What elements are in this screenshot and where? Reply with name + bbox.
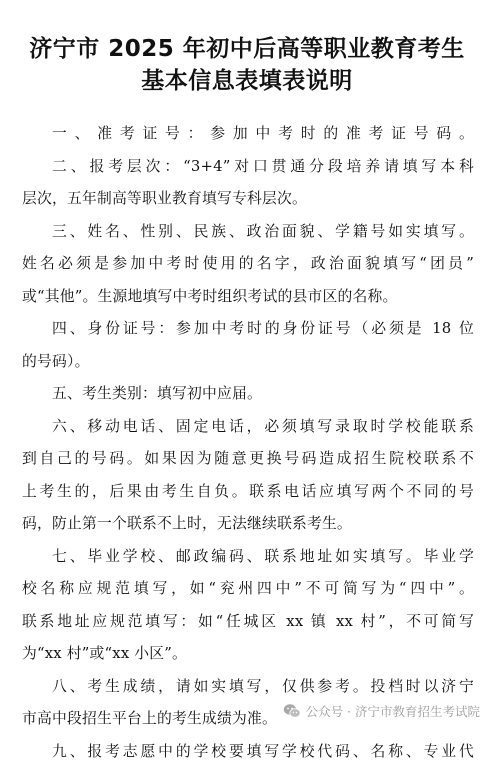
text-line: 或“其他”。生源地填写中考时组织考试的县市区的名称。	[22, 281, 474, 314]
text-line: 校名称应规范填写，如“兖州四中”不可简写为“四中”。	[22, 573, 474, 606]
text-line: 市高中段招生平台上的考生成绩为准。	[22, 703, 474, 736]
wechat-icon	[283, 703, 301, 719]
watermark-text: 公众号 · 济宁市教育招生考试院	[306, 702, 480, 720]
text-line: 一、准考证号：参加中考时的准考证号码。	[22, 118, 474, 151]
document-body	[22, 118, 474, 768]
text-line: 七、毕业学校、邮政编码、联系地址如实填写。毕业学	[22, 541, 474, 574]
text-line: 九、报考志愿中的学校要填写学校代码、名称、专业代	[22, 736, 474, 768]
text-line: 到自己的号码。如果因为随意更换号码造成招生院校联系不	[22, 443, 474, 476]
text-line: 姓名必须是参加中考时使用的名字，政治面貌填写“团员”	[22, 248, 474, 281]
text-line: 四、身份证号：参加中考时的身份证号（必须是 18 位	[22, 313, 474, 346]
text-line: 为“xx 村”或“xx 小区”。	[22, 638, 474, 671]
text-line: 八、考生成绩，请如实填写，仅供参考。投档时以济宁	[22, 671, 474, 704]
text-line: 码，防止第一个联系不上时，无法继续联系考生。	[22, 508, 474, 541]
text-line: 五、考生类别：填写初中应届。	[22, 378, 474, 411]
text-line: 二、报考层次：“3+4”对口贯通分段培养请填写本科	[22, 151, 474, 184]
document-title-line-2: 基本信息表填表说明	[0, 62, 494, 95]
watermark	[283, 702, 480, 720]
text-line: 六、移动电话、固定电话，必须填写录取时学校能联系	[22, 411, 474, 444]
text-line: 上考生的，后果由考生自负。联系电话应填写两个不同的号	[22, 476, 474, 509]
text-line: 的号码）。	[22, 346, 474, 379]
text-line: 三、姓名、性别、民族、政治面貌、学籍号如实填写。	[22, 216, 474, 249]
text-line: 层次，五年制高等职业教育填写专科层次。	[22, 183, 474, 216]
text-line: 联系地址应规范填写：如“任城区 xx 镇 xx 村”，不可简写	[22, 606, 474, 639]
document-title-line-1: 济宁市 2025 年初中后高等职业教育考生	[0, 30, 494, 63]
